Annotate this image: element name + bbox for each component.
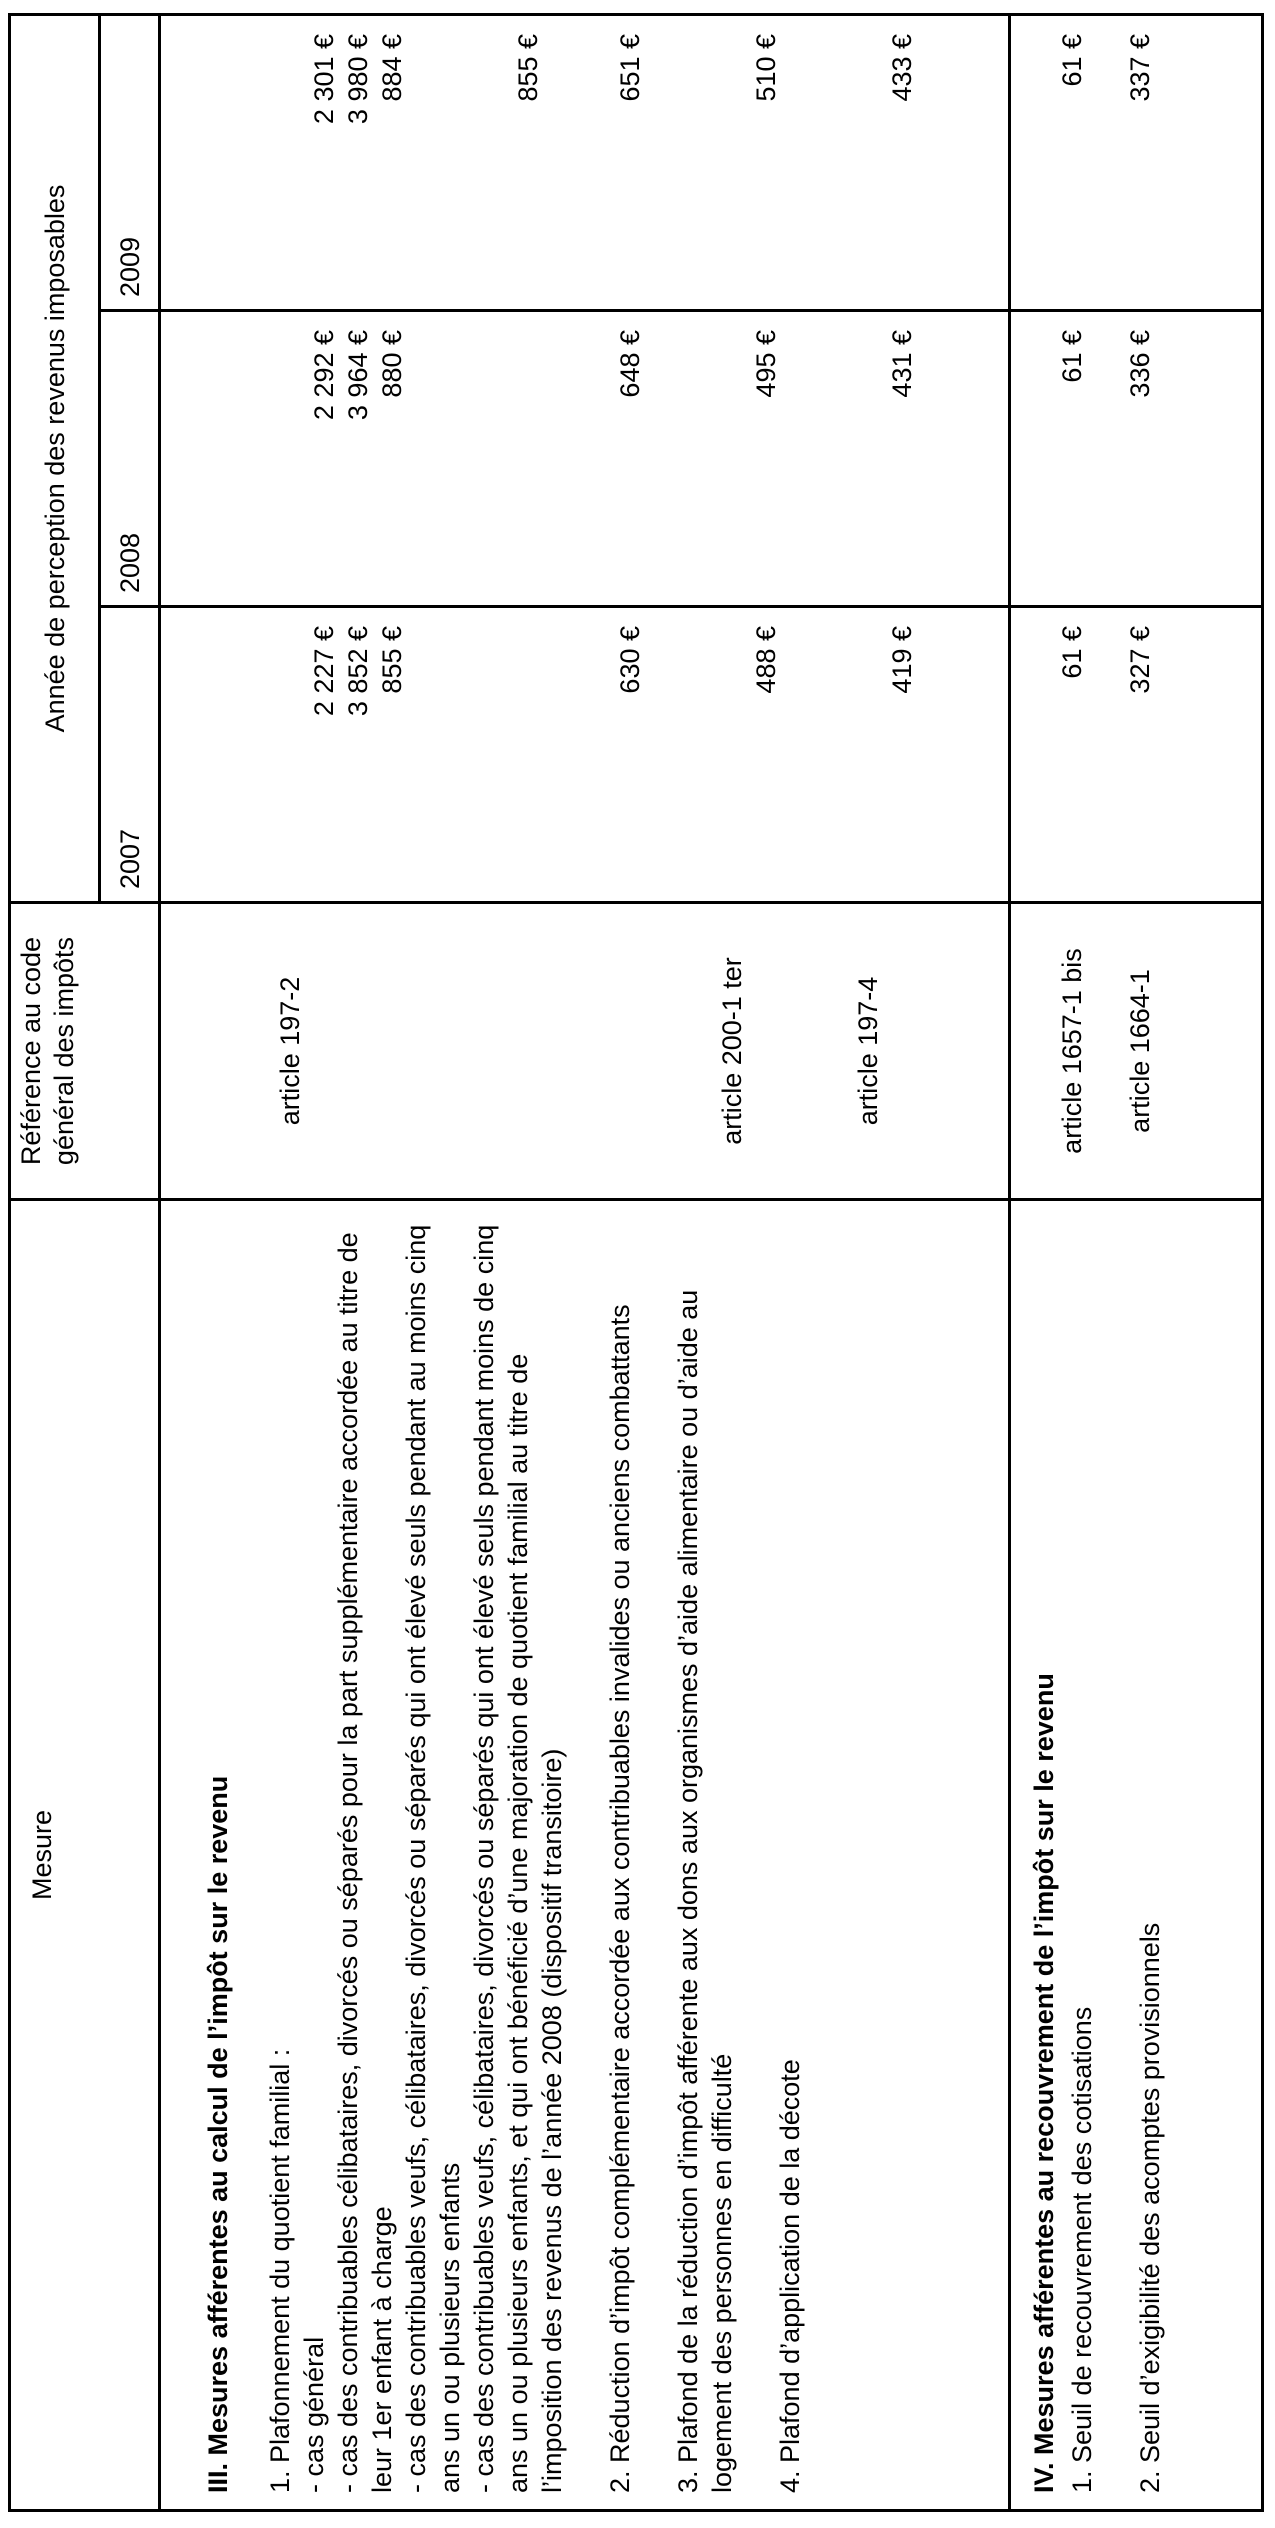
value-2008-case-c: 880 € <box>377 330 407 398</box>
header-year-2008: 2008 <box>100 311 160 607</box>
section-3-values-2009 <box>160 14 1010 310</box>
value-2009-case-d: 855 € <box>513 33 543 102</box>
item-4-measure: 4. Plafond d’application de la décote <box>775 2059 805 2493</box>
value-2008-case-a: 2 292 € <box>309 330 339 421</box>
s4-value-2009-item-2: 337 € <box>1125 33 1155 102</box>
s4-value-2008-item-2: 336 € <box>1125 330 1155 398</box>
section-4-measures <box>1010 1200 1263 2511</box>
section-3-row <box>160 14 1010 2510</box>
s4-value-2007-item-2: 327 € <box>1125 626 1155 694</box>
section-3-values-2007 <box>160 607 1010 903</box>
item-1-reference: article 197-2 <box>275 976 305 1126</box>
section-4-item-1-measure: 1. Seuil de recouvrement des cotisations <box>1067 2006 1097 2493</box>
item-1-intro: 1. Plafonnement du quotient familial : <box>265 2048 295 2493</box>
value-2008-case-b: 3 964 € <box>343 330 373 421</box>
s4-value-2008-item-1: 61 € <box>1057 330 1087 383</box>
value-2007-item-2: 630 € <box>615 626 645 694</box>
section-3-values-2008 <box>160 311 1010 607</box>
value-2009-case-a: 2 301 € <box>309 33 339 125</box>
rotated-table-page <box>8 16 1264 2512</box>
value-2007-case-c: 855 € <box>377 626 407 694</box>
section-3-references <box>160 903 1010 1200</box>
item-3-reference: article 200-1 ter <box>717 957 747 1145</box>
item-1-case-general: - cas général <box>299 2336 329 2493</box>
item-1-case-transitional: - cas des contribuables veufs, célibataires, divorcés ou séparés qui ont élevé seuls pendant moins de cinq ans un ou plusieurs enfants, et qui ont bénéficié d’une majoration de quotient familial au titre de l’imposition des revenus de l’année 2008 (dispositif transitoire) <box>469 1224 567 2493</box>
value-2009-case-c: 884 € <box>377 33 407 102</box>
value-2009-item-4: 433 € <box>887 33 917 102</box>
value-2007-case-b: 3 852 € <box>343 626 373 717</box>
value-2008-item-4: 431 € <box>887 330 917 398</box>
section-4-values-2008 <box>1010 311 1263 607</box>
section-4-values-2007 <box>1010 607 1263 903</box>
value-2007-item-4: 419 € <box>887 626 917 694</box>
section-4-values-2009 <box>1010 14 1263 310</box>
tax-measures-table <box>8 13 1264 2512</box>
section-4-title: IV. Mesures afférentes au recouvrement de l’impôt sur le revenu <box>1029 1673 1059 2493</box>
header-year-2007: 2007 <box>100 607 160 903</box>
value-2008-item-3: 495 € <box>751 330 781 398</box>
value-2007-item-3: 488 € <box>751 626 781 694</box>
section-4-item-2-measure: 2. Seuil d’exigibilité des acomptes provisionnels <box>1135 1922 1165 2493</box>
header-reference: Référence au code général des impôts <box>10 903 160 1200</box>
item-1-case-first-child: - cas des contribuables célibataires, divorcés ou séparés pour la part supplémentaire accordée au titre de leur 1er enfant à charge <box>333 1232 397 2493</box>
value-2009-case-b: 3 980 € <box>343 33 373 125</box>
value-2009-item-3: 510 € <box>751 33 781 102</box>
section-4-item-2-reference: article 1664-1 <box>1125 969 1155 1133</box>
value-2009-item-2: 651 € <box>615 33 645 102</box>
item-4-reference: article 197-4 <box>853 976 883 1126</box>
section-4-item-1-reference: article 1657-1 bis <box>1057 948 1087 1154</box>
s4-value-2007-item-1: 61 € <box>1057 626 1087 679</box>
header-measure: Mesure <box>10 1200 160 2511</box>
s4-value-2009-item-1: 61 € <box>1057 33 1087 87</box>
section-3-title: III. Mesures afférentes au calcul de l’impôt sur le revenu <box>203 1775 233 2493</box>
section-4-references <box>1010 903 1263 1200</box>
section-4-row <box>1010 14 1263 2510</box>
header-year-2009: 2009 <box>100 14 160 310</box>
item-3-measure: 3. Plafond de la réduction d’impôt afférente aux dons aux organismes d’aide alimentaire ou d’aide au logement des personnes en difficulté <box>673 1289 737 2493</box>
value-2008-item-2: 648 € <box>615 330 645 398</box>
value-2007-case-a: 2 227 € <box>309 626 339 717</box>
header-years-group: Année de perception des revenus imposables <box>10 14 100 902</box>
section-3-measures <box>160 1200 1010 2511</box>
header-row <box>10 14 100 2510</box>
item-1-case-five-years: - cas des contribuables veufs, célibataires, divorcés ou séparés qui ont élevé seuls pendant au moins cinq ans un ou plusieurs enfants <box>401 1224 465 2493</box>
item-2-measure: 2. Réduction d’impôt complémentaire accordée aux contribuables invalides ou anciens combattants <box>605 1304 635 2493</box>
